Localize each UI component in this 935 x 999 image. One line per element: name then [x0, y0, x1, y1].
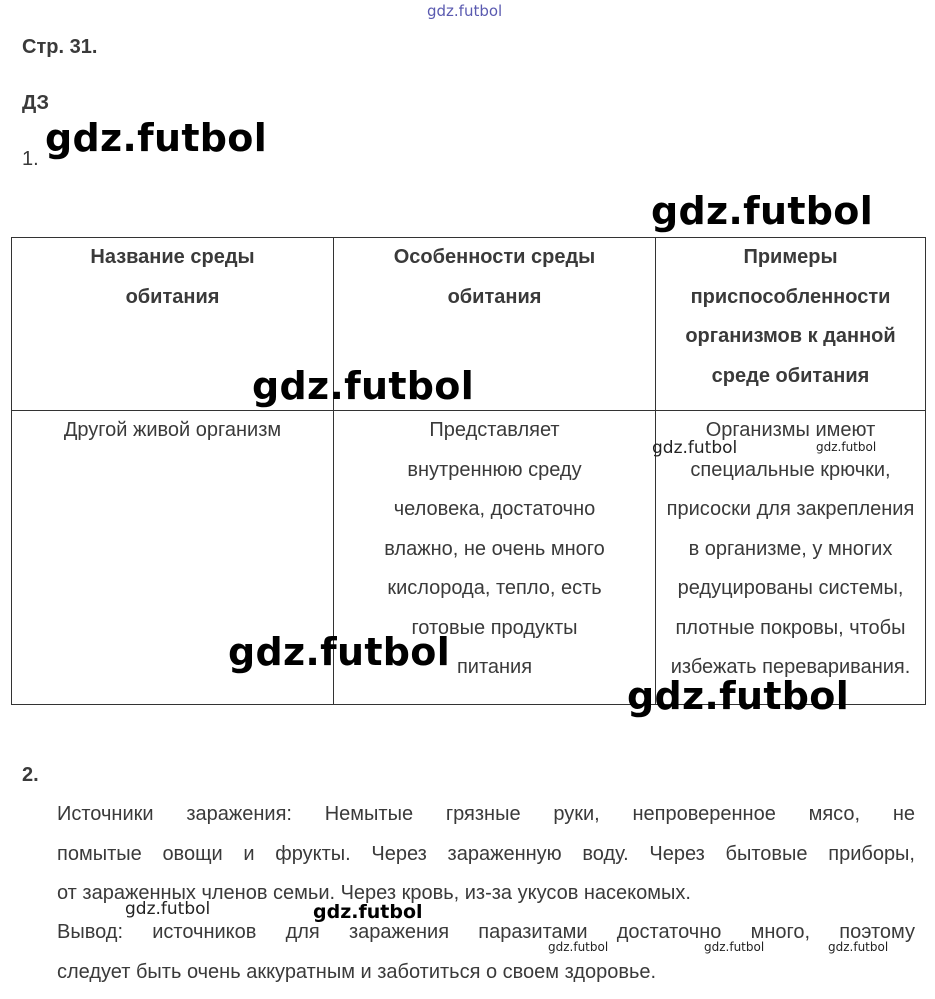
cell-line: внутреннюю среду: [407, 458, 582, 481]
conclusion-paragraph: [57, 913, 915, 992]
cell-line: Организмы имеют: [705, 419, 876, 442]
paragraph-line: помытые овощи и фрукты. Через зараженную воду. Через бытовые приборы,: [57, 842, 915, 865]
header-line: приспособленности: [690, 285, 891, 308]
header-line: Название среды: [90, 246, 255, 268]
header-line: организмов к данной: [685, 325, 896, 347]
watermark-top: gdz.futbol: [427, 2, 503, 20]
watermark: gdz.futbol: [313, 901, 423, 923]
cell-line: влажно, не очень много: [384, 537, 605, 560]
cell-line: готовые продукты: [411, 616, 578, 639]
watermark: gdz.futbol: [828, 940, 889, 954]
cell-line: кислорода, тепло, есть: [387, 577, 602, 600]
cell-line: человека, достаточно: [393, 498, 596, 521]
header-line: обитания: [447, 285, 542, 308]
header-line: среде обитания: [711, 364, 870, 387]
cell-line: избежать переваривания.: [670, 656, 911, 679]
habitat-table: [11, 237, 926, 705]
paragraph-line: Источники заражения: Немытые грязные руки, непроверенное мясо, не: [57, 803, 915, 825]
header-adaptation-examples: [656, 238, 926, 411]
cell-line: в организме, у многих: [688, 537, 893, 560]
cell-line: специальные крючки,: [690, 458, 891, 481]
watermark: gdz.futbol: [125, 899, 211, 919]
paragraph-line: от зараженных членов семьи. Через кровь, из-за укусов насекомых.: [57, 882, 691, 904]
watermark: gdz.futbol: [228, 630, 451, 674]
paragraph-line: следует быть очень аккуратным и заботиться о своем здоровье.: [57, 960, 657, 983]
paragraph-line: Вывод: источников для заражения паразитами достаточно много, поэтому: [57, 921, 915, 943]
task-2-number: 2.: [22, 764, 39, 786]
watermark: gdz.futbol: [548, 940, 609, 954]
cell-line: присоски для закрепления: [666, 498, 915, 521]
header-line: Особенности среды: [393, 246, 596, 268]
watermark: gdz.futbol: [704, 940, 765, 954]
infection-sources-paragraph: [57, 795, 915, 914]
watermark: gdz.futbol: [627, 674, 850, 718]
cell-line: питания: [456, 656, 533, 679]
watermark: gdz.futbol: [252, 364, 475, 408]
cell-line: Другой живой организм: [63, 419, 282, 442]
watermark: gdz.futbol: [816, 440, 877, 454]
watermark: gdz.futbol: [652, 438, 738, 458]
cell-line: редуцированы системы,: [677, 577, 904, 600]
cell-line: Представляет: [429, 419, 560, 442]
cell-line: плотные покровы, чтобы: [675, 616, 906, 639]
header-line: обитания: [125, 285, 220, 308]
page-reference: Стр. 31.: [22, 36, 98, 58]
section-label: ДЗ: [22, 92, 50, 114]
header-line: Примеры: [743, 246, 838, 268]
task-1-number: 1.: [22, 148, 39, 170]
watermark: gdz.futbol: [651, 189, 874, 233]
watermark: gdz.futbol: [45, 116, 268, 160]
table-row: [12, 411, 926, 705]
